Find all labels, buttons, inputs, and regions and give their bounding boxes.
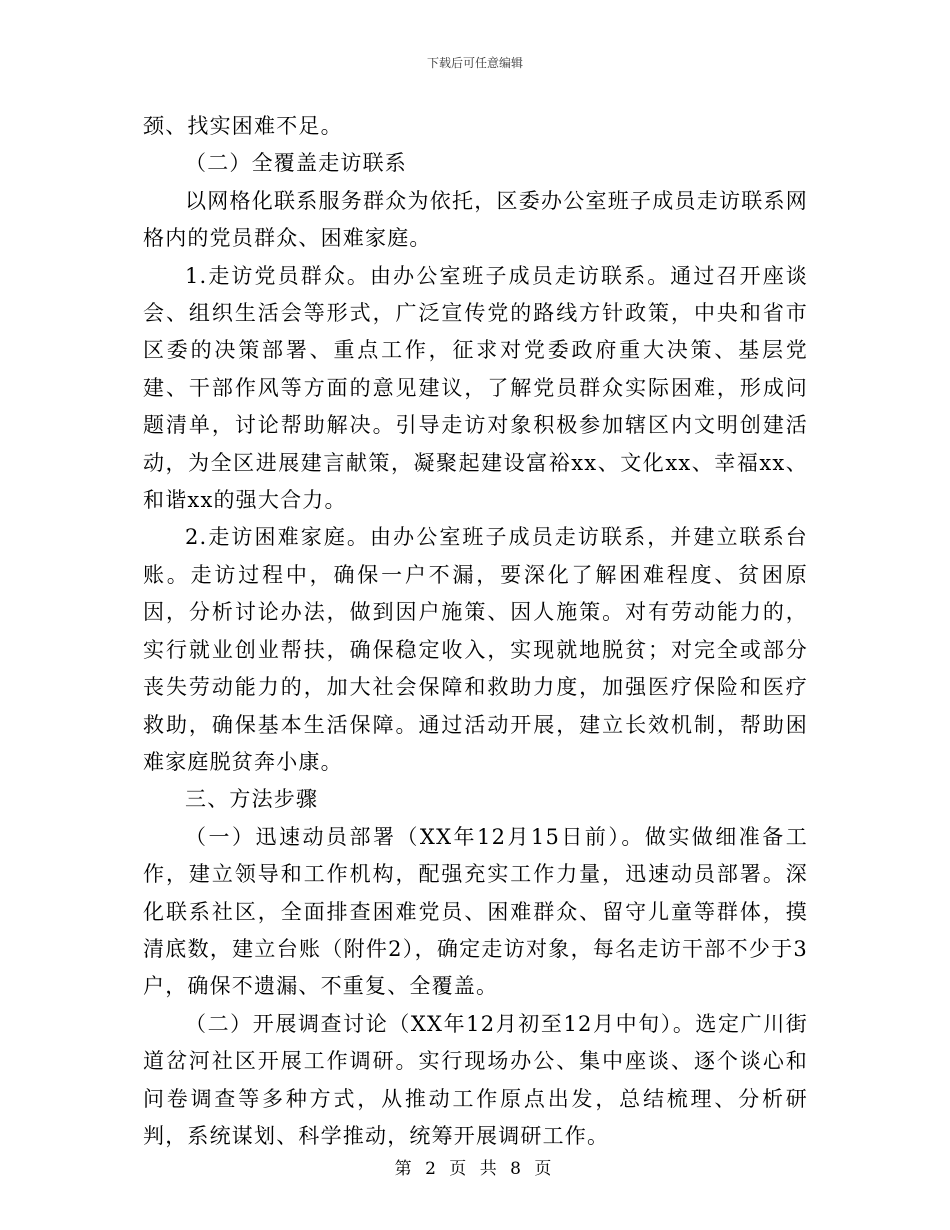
document-body	[143, 108, 808, 1155]
paragraph: 1.走访党员群众。由办公室班子成员走访联系。通过召开座谈会、组织生活会等形式，广泛宣传党的路线方针政策，中央和省市区委的决策部署、重点工作，征求对党委政府重大决策、基层党建、干部作风等方面的意见建议，了解党员群众实际困难，形成问题清单，讨论帮助解决。引导走访对象积极参加辖区内文明创建活动，为全区进展建言献策，凝聚起建设富裕xx、文化xx、幸福xx、和谐xx的强大合力。	[143, 263, 808, 513]
paragraph: 颈、找实困难不足。	[143, 114, 343, 138]
paragraph: 2.走访困难家庭。由办公室班子成员走访联系，并建立联系台账。走访过程中，确保一户不漏，要深化了解困难程度、贫困原因，分析讨论办法，做到因户施策、因人施策。对有劳动能力的，实行就业创业帮扶，确保稳定收入，实现就地脱贫；对完全或部分丧失劳动能力的，加大社会保障和救助力度，加强医疗保险和医疗救助，确保基本生活保障。通过活动开展，建立长效机制，帮助困难家庭脱贫奔小康。	[143, 525, 808, 774]
section-heading: 三、方法步骤	[185, 787, 319, 812]
page-number: 第 2 页 共 8 页	[394, 1159, 556, 1179]
section-heading: （二）全覆盖走访联系	[185, 151, 407, 176]
page-header-note: 下载后可任意编辑	[426, 56, 523, 70]
paragraph: （二）开展调查讨论（XX年12月初至12月中旬）。选定广川街道岔河社区开展工作调研。实行现场办公、集中座谈、逐个谈心和问卷调查等多种方式，从推动工作原点出发，总结梳理、分析研判，系统谋划、科学推动，统筹开展调研工作。	[143, 1011, 808, 1148]
paragraph: （一）迅速动员部署（XX年12月15日前）。做实做细准备工作，建立领导和工作机构，配强充实工作力量，迅速动员部署。深化联系社区，全面排查困难党员、困难群众、留守儿童等群体，摸清底数，建立台账（附件2），确定走访对象，每名走访干部不少于3户，确保不遗漏、不重复、全覆盖。	[143, 824, 808, 999]
paragraph: 以网格化联系服务群众为依托，区委办公室班子成员走访联系网格内的党员群众、困难家庭。	[143, 188, 808, 251]
